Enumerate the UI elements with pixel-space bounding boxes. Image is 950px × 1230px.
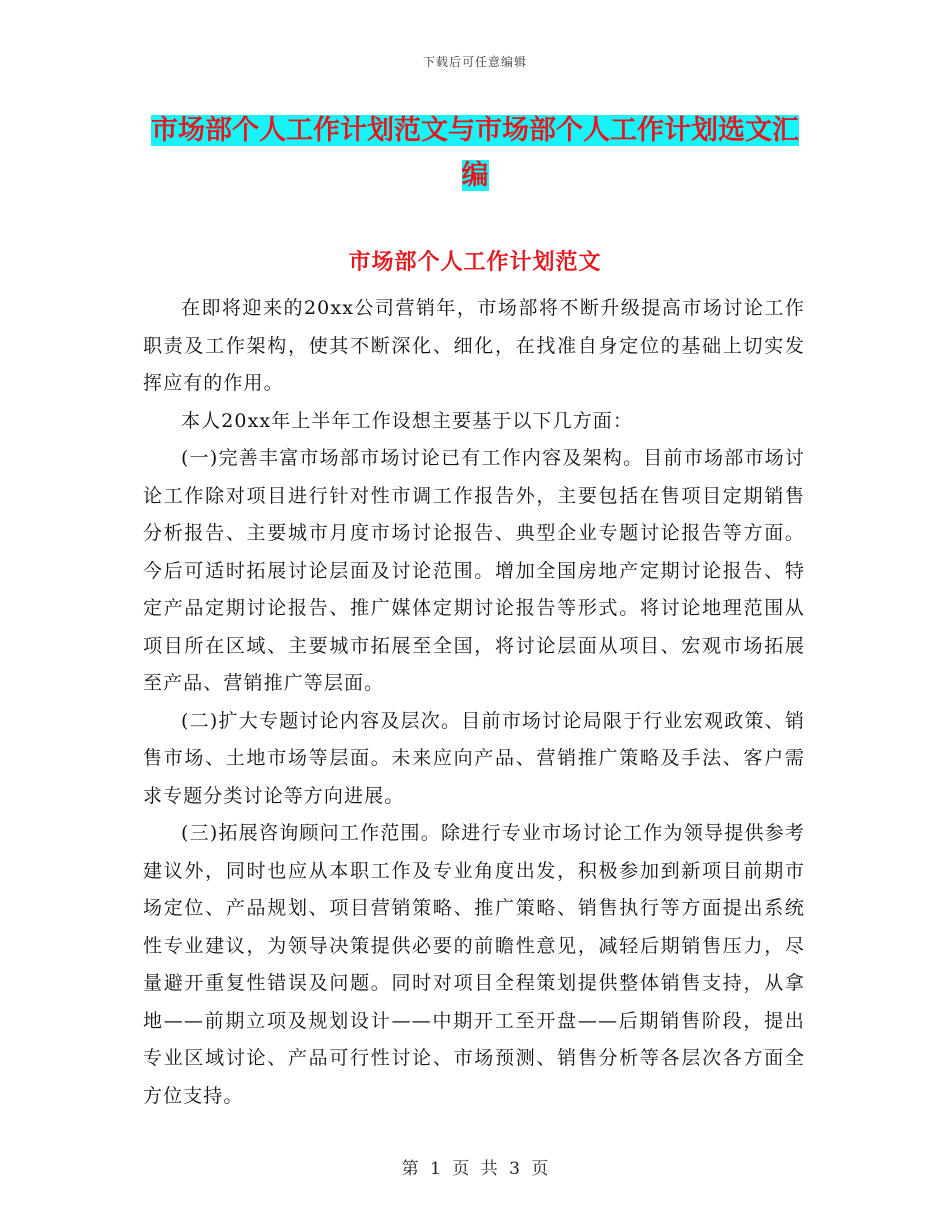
header-note: 下载后可任意编辑 [422,55,527,69]
page-footer: 第 1 页 共 3 页 [401,1159,549,1179]
paragraph: 在即将迎来的20xx公司营销年，市场部将不断升级提高市场讨论工作职责及工作架构，使其不断深化、细化，在找准自身定位的基础上切实发挥应有的作用。 [143,297,805,394]
paragraph: (三)拓展咨询顾问工作范围。除进行专业市场讨论工作为领导提供参考建议外，同时也应从本职工作及专业角度出发，积极参加到新项目前期市场定位、产品规划、项目营销策略、推广策略、销售执行等方面提出系统性专业建议，为领导决策提供必要的前瞻性意见，减轻后期销售压力，尽量避开重复性错误及问题。同时对项目全程策划提供整体销售支持，从拿地——前期立项及规划设计——中期开工至开盘——后期销售阶段，提出专业区域讨论、产品可行性讨论、市场预测、销售分析等各层次各方面全方位支持。 [143,822,805,1107]
document-title-text: 市场部个人工作计划范文与市场部个人工作计划选文汇编 [151,115,799,191]
document-title [150,108,800,198]
paragraph: 本人20xx年上半年工作设想主要基于以下几方面： [181,409,634,432]
paragraph: (二)扩大专题讨论内容及层次。目前市场讨论局限于行业宏观政策、销售市场、土地市场等层面。未来应向产品、营销推广策略及手法、客户需求专题分类讨论等方向进展。 [143,709,805,807]
paragraph: (一)完善丰富市场部市场讨论已有工作内容及架构。目前市场部市场讨论工作除对项目进行针对性市调工作报告外，主要包括在售项目定期销售分析报告、主要城市月度市场讨论报告、典型企业专题讨论报告等方面。今后可适时拓展讨论层面及讨论范围。增加全国房地产定期讨论报告、特定产品定期讨论报告、推广媒体定期讨论报告等形式。将讨论地理范围从项目所在区域、主要城市拓展至全国，将讨论层面从项目、宏观市场拓展至产品、营销推广等层面。 [143,447,805,694]
section-title: 市场部个人工作计划范文 [348,249,602,275]
document-body [143,290,805,1115]
